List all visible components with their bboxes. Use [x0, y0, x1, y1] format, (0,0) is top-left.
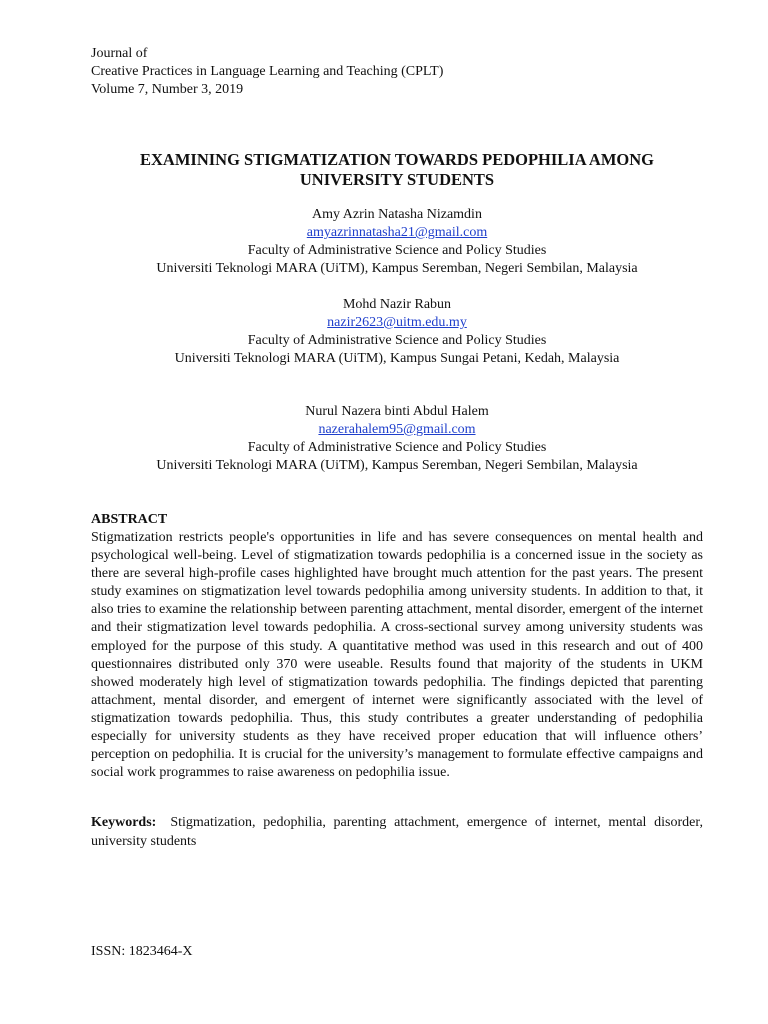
abstract-heading: ABSTRACT [91, 512, 168, 527]
keywords-label: Keywords: [91, 815, 157, 830]
author-university: Universiti Teknologi MARA (UiTM), Kampus Seremban, Negeri Sembilan, Malaysia [156, 261, 638, 276]
journal-header [91, 45, 443, 99]
keywords-text: Stigmatization, pedophilia, parenting attachment, emergence of internet, mental disorder, university students [91, 815, 703, 849]
issn-footer: ISSN: 1823464-X [91, 944, 193, 959]
author-name: Nurul Nazera binti Abdul Halem [305, 404, 489, 419]
paper-title [60, 150, 734, 190]
author-university: Universiti Teknologi MARA (UiTM), Kampus Seremban, Negeri Sembilan, Malaysia [156, 458, 638, 473]
author-block-2 [60, 296, 734, 368]
author-email-link[interactable]: amyazrinnatasha21@gmail.com [306, 225, 488, 240]
journal-name: Creative Practices in Language Learning and Teaching (CPLT) [91, 64, 444, 79]
author-block-3 [60, 403, 734, 475]
journal-line-1: Journal of [91, 46, 148, 61]
author-faculty: Faculty of Administrative Science and Policy Studies [247, 243, 547, 258]
paper-title-line-2: UNIVERSITY STUDENTS [299, 170, 495, 189]
author-faculty: Faculty of Administrative Science and Policy Studies [247, 440, 547, 455]
author-email-link[interactable]: nazir2623@uitm.edu.my [327, 315, 467, 330]
author-block-1 [60, 206, 734, 278]
author-name: Mohd Nazir Rabun [342, 297, 452, 312]
abstract-body: Stigmatization restricts people's opportunities in life and has severe consequences on mental health and psychological well-being. Level of stigmatization towards pedophilia is a concerned issue in the society as there are several high-profile cases highlighted have brought much attention for the past years. The present study examines on stigmatization level towards pedophilia among university students. In addition to that, it also tries to examine the relationship between parenting attachment, mental disorder, emergent of the internet and their stigmatization level towards pedophilia. A cross-sectional survey among university students was employed for the purpose of this study. A quantitative method was used in this research and out of 400 questionnaires distributed only 370 were useable. Results found that majority of the students in UKM showed moderately high level of stigmatization towards pedophilia. The findings depicted that parenting attachment, mental disorder, and emergent of internet were significantly associated with the level of stigmatization towards pedophilia. Thus, this study contributes a greater understanding of pedophilia especially for university students as they have received proper education that will influence others’ perception on pedophilia. It is crucial for the university’s management to formulate effective campaigns and social work programmes to raise awareness on pedophilia issue. [91, 530, 703, 781]
paper-title-line-1: EXAMINING STIGMATIZATION TOWARDS PEDOPHILIA AMONG [139, 150, 655, 169]
journal-volume: Volume 7, Number 3, 2019 [91, 82, 244, 97]
author-university: Universiti Teknologi MARA (UiTM), Kampus Sungai Petani, Kedah, Malaysia [174, 351, 620, 366]
author-email-link[interactable]: nazerahalem95@gmail.com [318, 422, 476, 437]
keywords-paragraph [91, 814, 703, 851]
author-faculty: Faculty of Administrative Science and Policy Studies [247, 333, 547, 348]
author-name: Amy Azrin Natasha Nizamdin [312, 207, 482, 222]
